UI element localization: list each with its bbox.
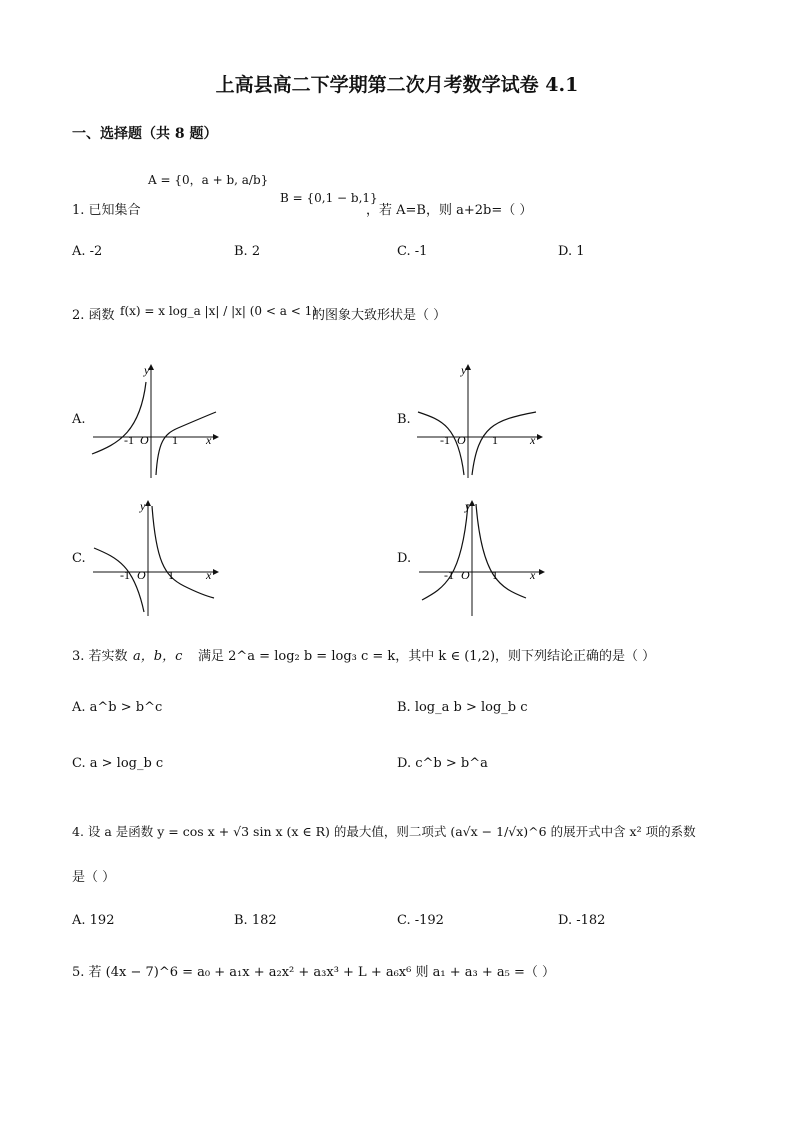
- graph-b: [412, 362, 552, 480]
- q1-option-c[interactable]: C. -1: [397, 244, 428, 259]
- q1-number: 1. 已知集合: [72, 203, 141, 218]
- q4-option-c[interactable]: C. -192: [397, 913, 444, 928]
- q1-set-b: B = {0,1 − b,1}: [280, 191, 378, 205]
- graph-a-tick-pos: 1: [172, 433, 178, 447]
- graph-d-x-label: x: [530, 568, 536, 582]
- graph-d-tick-pos: 1: [492, 568, 498, 582]
- graph-c-y-label: y: [140, 500, 146, 513]
- q4-option-a[interactable]: A. 192: [72, 913, 115, 928]
- q3-condition: 满足 2^a = log₂ b = log₃ c = k，其中 k ∈ (1,2)，则下列结论正确的是（ ）: [198, 649, 656, 664]
- q2-function: f(x) = x log_a |x| / |x| (0 < a < 1): [120, 304, 317, 318]
- q5-line: 5. 若 (4x − 7)^6 = a₀ + a₁x + a₂x² + a₃x³ + L + a₆x⁶ 则 a₁ + a₃ + a₅ =（ ）: [72, 965, 555, 980]
- q2-tail: 的图象大致形状是（ ）: [312, 308, 447, 323]
- graph-c-origin: O: [137, 568, 146, 582]
- graph-a-y-label: y: [144, 363, 150, 377]
- graph-d-label[interactable]: D.: [397, 551, 412, 566]
- q3-option-c[interactable]: C. a > log_b c: [72, 756, 164, 771]
- graph-c-label[interactable]: C.: [72, 551, 86, 566]
- q4-option-d[interactable]: D. -182: [558, 913, 606, 928]
- graph-a-x-label: x: [206, 433, 212, 447]
- graph-b-label[interactable]: B.: [397, 412, 411, 427]
- graph-b-y-label: y: [461, 363, 467, 377]
- graph-a-label[interactable]: A.: [72, 412, 86, 427]
- graph-c-tick-pos: 1: [168, 568, 174, 582]
- q1-set-a: A = {0，a + b, a/b}: [148, 173, 269, 187]
- graph-d-tick-neg: -1: [444, 568, 454, 582]
- q3-option-d[interactable]: D. c^b > b^a: [397, 756, 488, 771]
- graph-d: [414, 500, 554, 618]
- q2-number: 2. 函数: [72, 308, 115, 323]
- graph-d-y-label: y: [465, 500, 471, 513]
- q3-option-b[interactable]: B. log_a b > log_b c: [397, 700, 528, 715]
- graph-b-tick-pos: 1: [492, 433, 498, 447]
- q1-tail: ，若 A=B，则 a+2b=（ ）: [366, 203, 533, 218]
- q3-variables: a，b，c: [133, 649, 183, 664]
- graph-c-x-label: x: [206, 568, 212, 582]
- q1-option-d[interactable]: D. 1: [558, 244, 585, 259]
- graph-a-tick-neg: -1: [124, 433, 134, 447]
- graph-c: [88, 500, 228, 618]
- q4-line1: 4. 设 a 是函数 y = cos x + √3 sin x (x ∈ R) 的最大值，则二项式 (a√x − 1/√x)^6 的展开式中含 x² 项的系数: [72, 824, 696, 839]
- q3-option-a[interactable]: A. a^b > b^c: [72, 700, 163, 715]
- q4-option-b[interactable]: B. 182: [234, 913, 277, 928]
- q1-option-b[interactable]: B. 2: [234, 244, 261, 259]
- graph-b-x-label: x: [530, 433, 536, 447]
- section-heading: 一、选择题（共 8 题）: [72, 126, 218, 142]
- q3-number: 3. 若实数: [72, 649, 128, 664]
- graph-c-tick-neg: -1: [120, 568, 130, 582]
- graph-d-origin: O: [461, 568, 470, 582]
- q4-line2: 是（ ）: [72, 870, 116, 885]
- page-title: 上高县高二下学期第二次月考数学试卷 4.1: [215, 74, 579, 96]
- graph-b-origin: O: [457, 433, 466, 447]
- graph-a-origin: O: [140, 433, 149, 447]
- graph-b-tick-neg: -1: [440, 433, 450, 447]
- q1-option-a[interactable]: A. -2: [72, 244, 103, 259]
- graph-a: [88, 362, 228, 480]
